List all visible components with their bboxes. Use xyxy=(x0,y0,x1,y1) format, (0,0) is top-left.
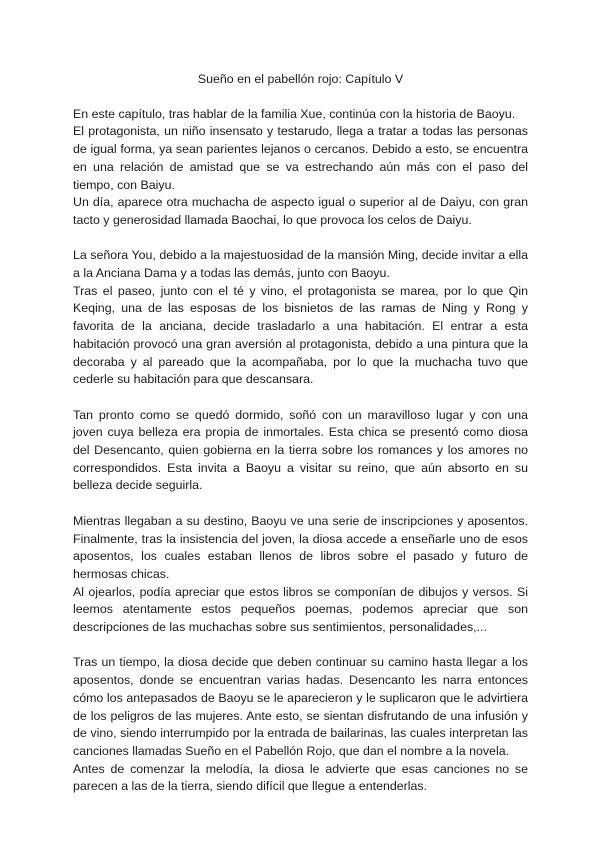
paragraph-spacer xyxy=(73,230,528,248)
paragraph-1: En este capítulo, tras hablar de la familia Xue, continúa con la historia de Baoyu. xyxy=(73,106,516,121)
paragraph-6: Tan pronto como se quedó dormido, soñó con un maravilloso lugar y con una joven cuya belleza era propia de inmortales. Esta chica se presentó como diosa del Desencanto, quien gobierna en la tierra sobre los romances y los amores no correspondidos. Esta invita a Baoyu a visitar su reino, que aún absorto en su belleza decide seguirla. xyxy=(73,407,528,493)
paragraph-spacer xyxy=(73,495,528,513)
paragraph-8: Al ojearlos, podía apreciar que estos libros se componían de dibujos y versos. Si leemos atentamente estos pequeños poemas, podemos apreciar que son descripciones de las muchachas sobre sus sentimientos, personalidades,... xyxy=(73,584,528,635)
paragraph-spacer xyxy=(73,389,528,407)
paragraph-3: Un día, aparece otra muchacha de aspecto igual o superior al de Daiyu, con gran tacto y generosidad llamada Baochai, lo que provoca los celos de Daiyu. xyxy=(73,195,528,227)
paragraph-7: Mientras llegaban a su destino, Baoyu ve una serie de inscripciones y aposentos. Finalmente, tras la insistencia del joven, la diosa accede a enseñarle uno de esos aposentos, los cuales estaban llenos de libros sobre el pasado y futuro de hermosas chicas. xyxy=(73,513,528,581)
paragraph-5: Tras el paseo, junto con el té y vino, el protagonista se marea, por lo que Qin Keqing, una de las esposas de los bisnietos de las ramas de Ning y Rong y favorita de la anciana, decide trasladarlo a una habitación. El entrar a esta habitación provocó una gran aversión al protagonista, debido a una pintura que la decoraba y al pareado que la acompañaba, por lo que la muchacha tuvo que cederle su habitación para que descansara. xyxy=(73,283,528,387)
paragraph-spacer xyxy=(73,637,528,655)
paragraph-10: Antes de comenzar la melodía, la diosa le advierte que esas canciones no se parecen a las de la tierra, siendo difícil que llegue a entenderlas. xyxy=(73,761,528,794)
paragraph-4: La señora You, debido a la majestuosidad de la mansión Ming, decide invitar a ella a la Anciana Dama y a todas las demás, junto con Baoyu. xyxy=(73,248,528,281)
document-title: Sueño en el pabellón rojo: Capítulo V xyxy=(197,72,404,86)
paragraph-9: Tras un tiempo, la diosa decide que deben continuar su camino hasta llegar a los aposentos, donde se encuentran varias hadas. Desencanto les narra entonces cómo los antepasados de Baoyu se le aparecieron y le suplicaron que le advirtiera de los peligros de las mujeres. Ante esto, se sientan disfrutando de una infusión y de vino, siendo interrumpido por la entrada de bailarinas, las cuales interpretan las canciones llamadas Sueño en el Pabellón Rojo, que dan el nombre a la novela. xyxy=(73,655,528,758)
paragraph-2: El protagonista, un niño insensato y testarudo, llega a tratar a todas las personas de igual forma, ya sean parientes lejanos o cercanos. Debido a esto, se encuentra en una relación de amistad que se va estrechando aún más con el paso del tiempo, con Baiyu. xyxy=(73,124,528,192)
